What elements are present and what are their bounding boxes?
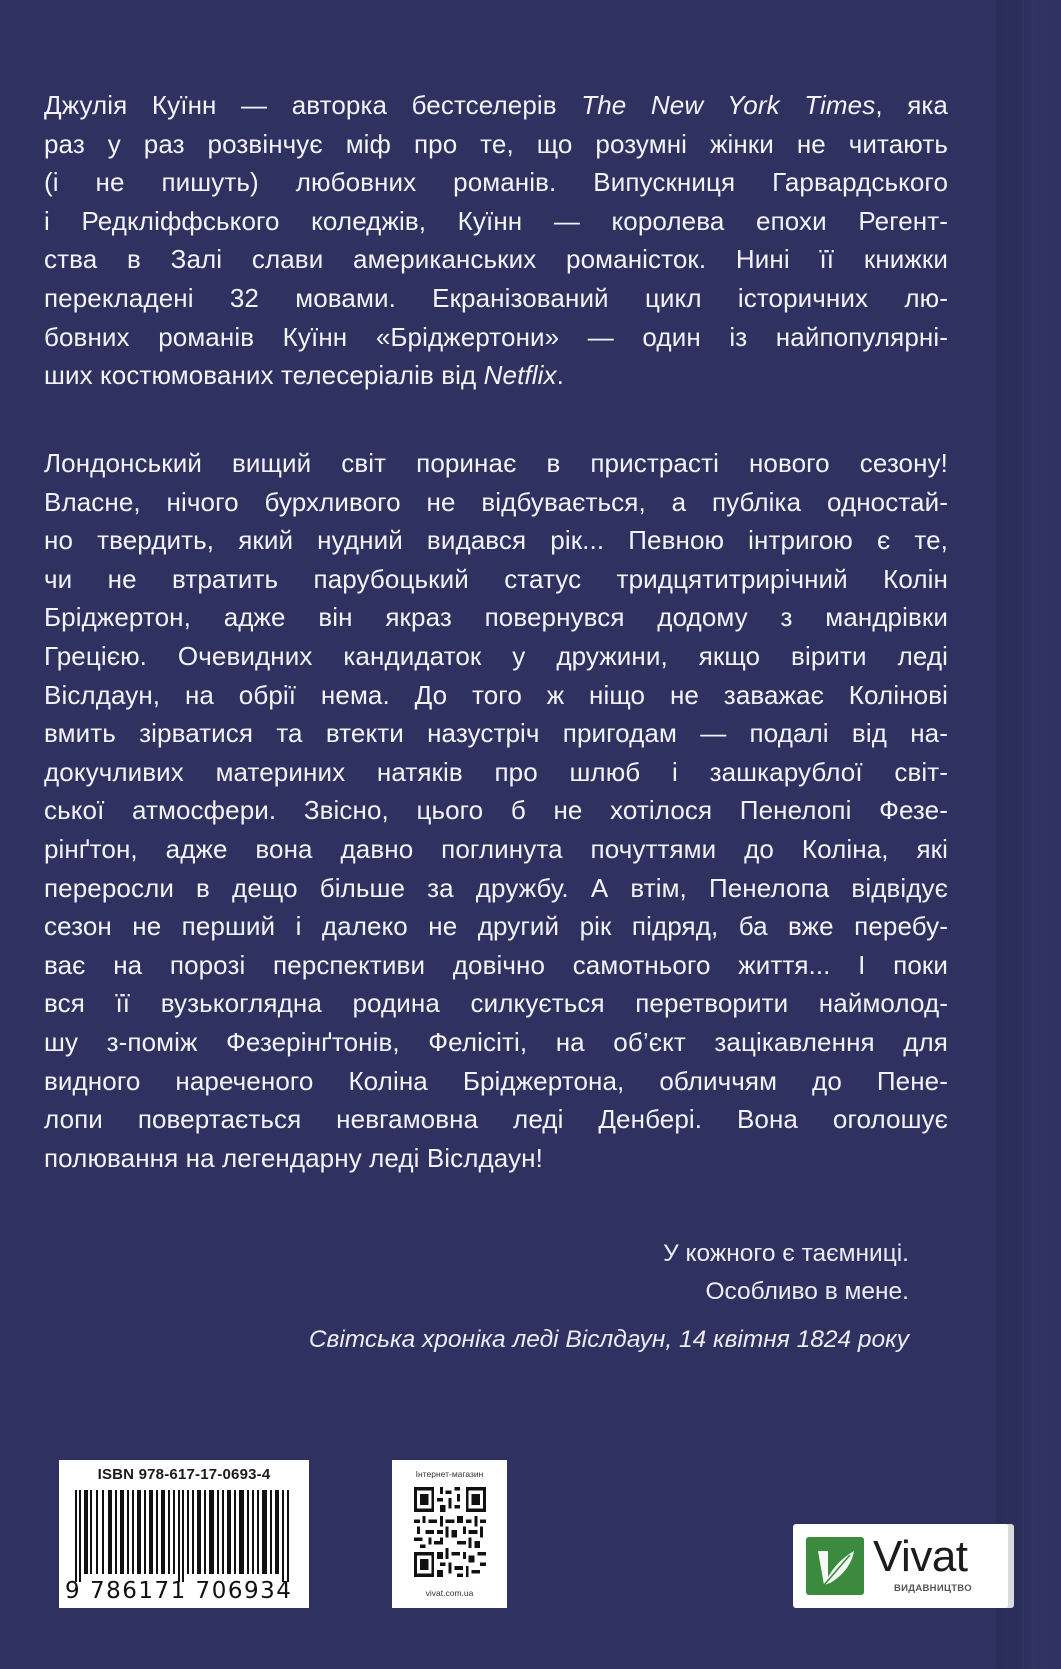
- synopsis-line: Бріджертон, адже він якраз повернувся додому з мандрівки: [44, 602, 948, 633]
- bio-line: (і не пишуть) любовних романів. Випускниця Гарвардського: [44, 167, 948, 198]
- isbn-digits: 9 786171 706934: [65, 1578, 293, 1604]
- publisher-subtitle: ВИДАВНИЦТВО: [894, 1583, 972, 1594]
- synopsis-line: ває на порозі перспективи довічно самотнього життя... І поки: [44, 949, 948, 980]
- qr-url[interactable]: vivat.com.ua: [425, 1588, 474, 1598]
- vivat-feather-icon: [806, 1537, 864, 1595]
- quote-line-1: У кожного є таємниці.: [663, 1240, 909, 1267]
- synopsis-line: Грецією. Очевидних кандидаток у дружини, якщо вірити леді: [44, 640, 948, 671]
- synopsis-line: чи не втратить парубоцький статус тридцятитрирічний Колін: [44, 563, 948, 594]
- synopsis-line: но твердить, який нудний видався рік... Певною інтригою є те,: [44, 525, 948, 556]
- barcode-icon: [75, 1490, 297, 1582]
- bio-line: Джулія Куїнн — авторка бестселерів The New York Times, яка: [44, 90, 948, 120]
- publisher-logo-panel: [793, 1524, 1008, 1608]
- quote-source: Світська хроніка леді Віслдаун, 14 квітня 1824 року: [308, 1326, 909, 1353]
- qr-code-icon[interactable]: [414, 1487, 486, 1577]
- isbn-label: ISBN 978-617-17-0693-4: [97, 1466, 271, 1483]
- bio-line: ства в Залі слави американських романісток. Нині її книжки: [44, 244, 948, 275]
- synopsis-line: видного нареченого Коліна Бріджертона, обличчям до Пене-: [44, 1065, 948, 1096]
- quote-line-2: Особливо в мене.: [705, 1278, 909, 1305]
- publisher-name: Vivat: [873, 1532, 968, 1581]
- cover-spine-fold: [1022, 0, 1024, 1669]
- bio-line: бовних романів Куїнн «Бріджертони» — один із найпопулярні-: [44, 321, 948, 352]
- synopsis-line: Лондонський вищий світ поринає в пристрасті нового сезону!: [44, 448, 948, 478]
- bio-line: і Редкліффського коледжів, Куїнн — королева епохи Регент-: [44, 205, 948, 236]
- author-bio-paragraph: [44, 86, 948, 395]
- synopsis-line: лопи повертається невгамовна леді Денбері. Вона оголошує: [44, 1104, 948, 1135]
- synopsis-paragraph: [44, 444, 948, 1177]
- isbn-barcode-panel: [59, 1460, 309, 1608]
- epigraph-quote: [309, 1235, 909, 1359]
- synopsis-line: переросли в дещо більше за дружбу. А втім, Пенелопа відвідує: [44, 872, 948, 903]
- synopsis-line: докучливих материних натяків про шлюб і зашкарублої світ-: [44, 756, 948, 787]
- synopsis-line: ської атмосфери. Звісно, цього б не хотілося Пенелопі Фезе-: [44, 795, 948, 826]
- qr-title: Інтернет-магазин: [415, 1469, 484, 1479]
- synopsis-line: Віслдаун, на обрії нема. До того ж ніщо не заважає Колінові: [44, 679, 948, 710]
- synopsis-line: рінґтон, адже вона давно поглинута почуттями до Коліна, які: [44, 833, 948, 864]
- bio-line: ших костюмованих телесеріалів від Netflix.: [44, 360, 564, 391]
- synopsis-line: полювання на легендарну леді Віслдаун!: [44, 1142, 543, 1173]
- bio-line: раз у раз розвінчує міф про те, що розумні жінки не читають: [44, 128, 948, 159]
- synopsis-line: Власне, нічого бурхливого не відбувається, а публіка одностай-: [44, 486, 948, 517]
- synopsis-line: шу з-поміж Фезерінґтонів, Фелісіті, на об’єкт зацікавлення для: [44, 1026, 948, 1057]
- synopsis-line: вмить зірватися та втекти назустріч пригодам — подалі від на-: [44, 718, 948, 749]
- synopsis-line: сезон не перший і далеко не другий рік підряд, ба вже перебу-: [44, 911, 948, 942]
- cover-spine-edge: [993, 0, 1061, 1669]
- synopsis-line: вся її вузькоглядна родина силкується перетворити наймолод-: [44, 988, 948, 1019]
- bio-line: перекладені 32 мовами. Екранізований цикл історичних лю-: [44, 282, 948, 313]
- qr-code-panel[interactable]: [392, 1460, 507, 1608]
